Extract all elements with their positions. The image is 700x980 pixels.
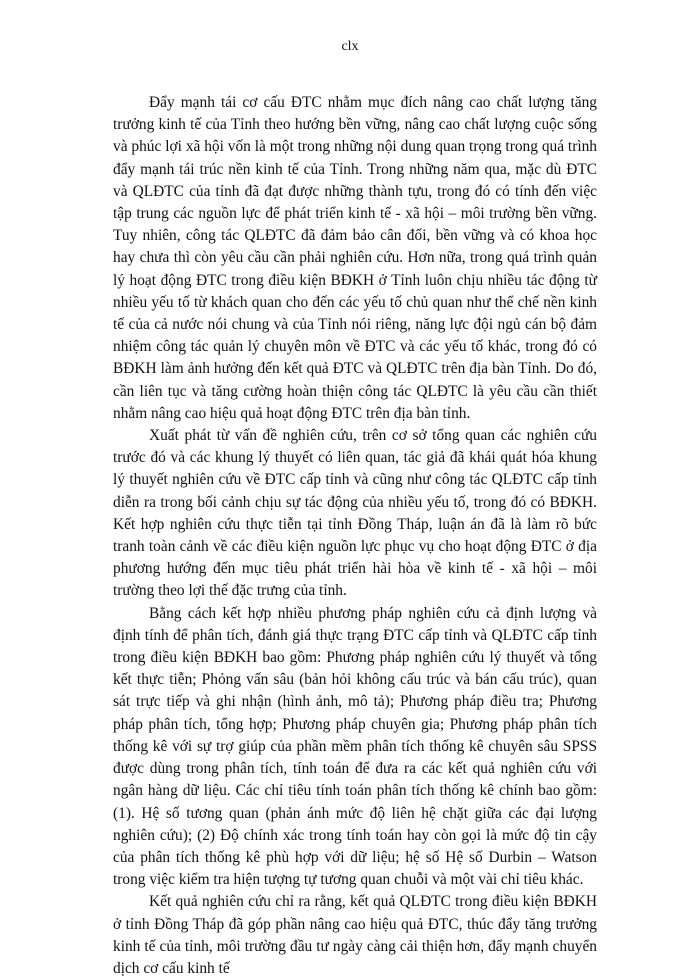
paragraph-restructuring-context: Đẩy mạnh tái cơ cấu ĐTC nhằm mục đích nâng cao chất lượng tăng trưởng kinh tế của Tỉnh theo hướng bền vững, nâng cao chất lượng cuộc sống và phúc lợi xã hội vốn là một trong những nội dung quan trọng trong quá trình đẩy mạnh tái trúc nền kinh tế của Tỉnh. Trong những năm qua, mặc dù ĐTC và QLĐTC của tỉnh đã đạt được những thành tựu, trong đó có tính đến việc tập trung các nguồn lực để phát triển kinh tế - xã hội – môi trường bền vững. Tuy nhiên, công tác QLĐTC đã đảm bảo cân đối, bền vững và có khoa học hay chưa thì còn yêu cầu cần phải nghiên cứu. Hơn nữa, trong quá trình quản lý hoạt động ĐTC trong điều kiện BĐKH ở Tỉnh luôn chịu nhiều tác động từ nhiều yếu tố từ khách quan cho đến các yếu tố chủ quan như thể chế nền kinh tế của cả nước nói chung và của Tỉnh nói riêng, năng lực đội ngủ cán bộ đảm nhiệm công tác quản lý chuyên môn về ĐTC và các yếu tố khác, trong đó có BĐKH làm ảnh hưởng đến kết quả ĐTC và QLĐTC trên địa bàn Tỉnh. Do đó, cần liên tục và tăng cường hoàn thiện công tác QLĐTC là yêu cầu cần thiết nhằm nâng cao hiệu quả hoạt động ĐTC trên địa bàn tỉnh. (113, 94, 597, 422)
paragraph-research-framework: Xuất phát từ vấn đề nghiên cứu, trên cơ sở tổng quan các nghiên cứu trước đó và các khung lý thuyết có liên quan, tác giả đã khái quát hóa khung lý thuyết nghiên cứu về ĐTC cấp tỉnh và cũng như công tác QLĐTC cấp tỉnh diễn ra trong bối cảnh chịu sự tác động của nhiều yếu tố, trong đó có BĐKH. Kết hợp nghiên cứu thực tiễn tại tỉnh Đồng Tháp, luận án đã là làm rõ bức tranh toàn cảnh về các điều kiện nguồn lực phục vụ cho hoạt động ĐTC ở địa phương hướng đến mục tiêu phát triển hài hòa về kinh tế - xã hội – môi trường theo lợi thế đặc trưng của tỉnh. (113, 427, 597, 600)
page-number: clx (341, 39, 359, 54)
paragraph-research-methods: Bằng cách kết hợp nhiều phương pháp nghiên cứu cả định lượng và định tính để phân tích, đánh giá thực trạng ĐTC cấp tỉnh và QLĐTC cấp tỉnh trong điều kiện BĐKH bao gồm: Phương pháp nghiên cứu lý thuyết và tổng kết thực tiễn; Phỏng vấn sâu (bản hỏi không cấu trúc và bán cấu trúc), quan sát trực tiếp và ghi nhận (hình ảnh, mô tả); Phương pháp điều tra; Phương pháp phân tích, tổng hợp; Phương pháp chuyên gia; Phương pháp phân tích thống kê với sự trợ giúp của phần mềm phân tích thống kê chuyên sâu SPSS được dùng trong phân tích, tính toán để đưa ra các kết quả nghiên cứu với ngân hàng dữ liệu. Các chỉ tiêu tính toán phân tích thống kê chính bao gồm: (1). Hệ số tương quan (phản ánh mức độ liên hệ chặt giữa các đại lượng nghiên cứu); (2) Độ chính xác trong tính toán hay còn gọi là mức độ tin cậy của phân tích thống kê phù hợp với dữ liệu; hệ số Hệ số Durbin – Watson trong việc kiểm tra hiện tượng tự tương quan chuỗi và một vài chỉ tiêu khác. (113, 604, 597, 889)
paragraph-research-results: Kết quả nghiên cứu chỉ ra rằng, kết quả QLĐTC trong điều kiện BĐKH ở tỉnh Đồng Tháp đã góp phần nâng cao hiệu quả ĐTC, thúc đẩy tăng trưởng kinh tế của tỉnh, môi trường đầu tư ngày càng cải thiện hơn, đẩy mạnh chuyển dịch cơ cấu kinh tế (113, 893, 597, 977)
body-text (113, 92, 597, 980)
